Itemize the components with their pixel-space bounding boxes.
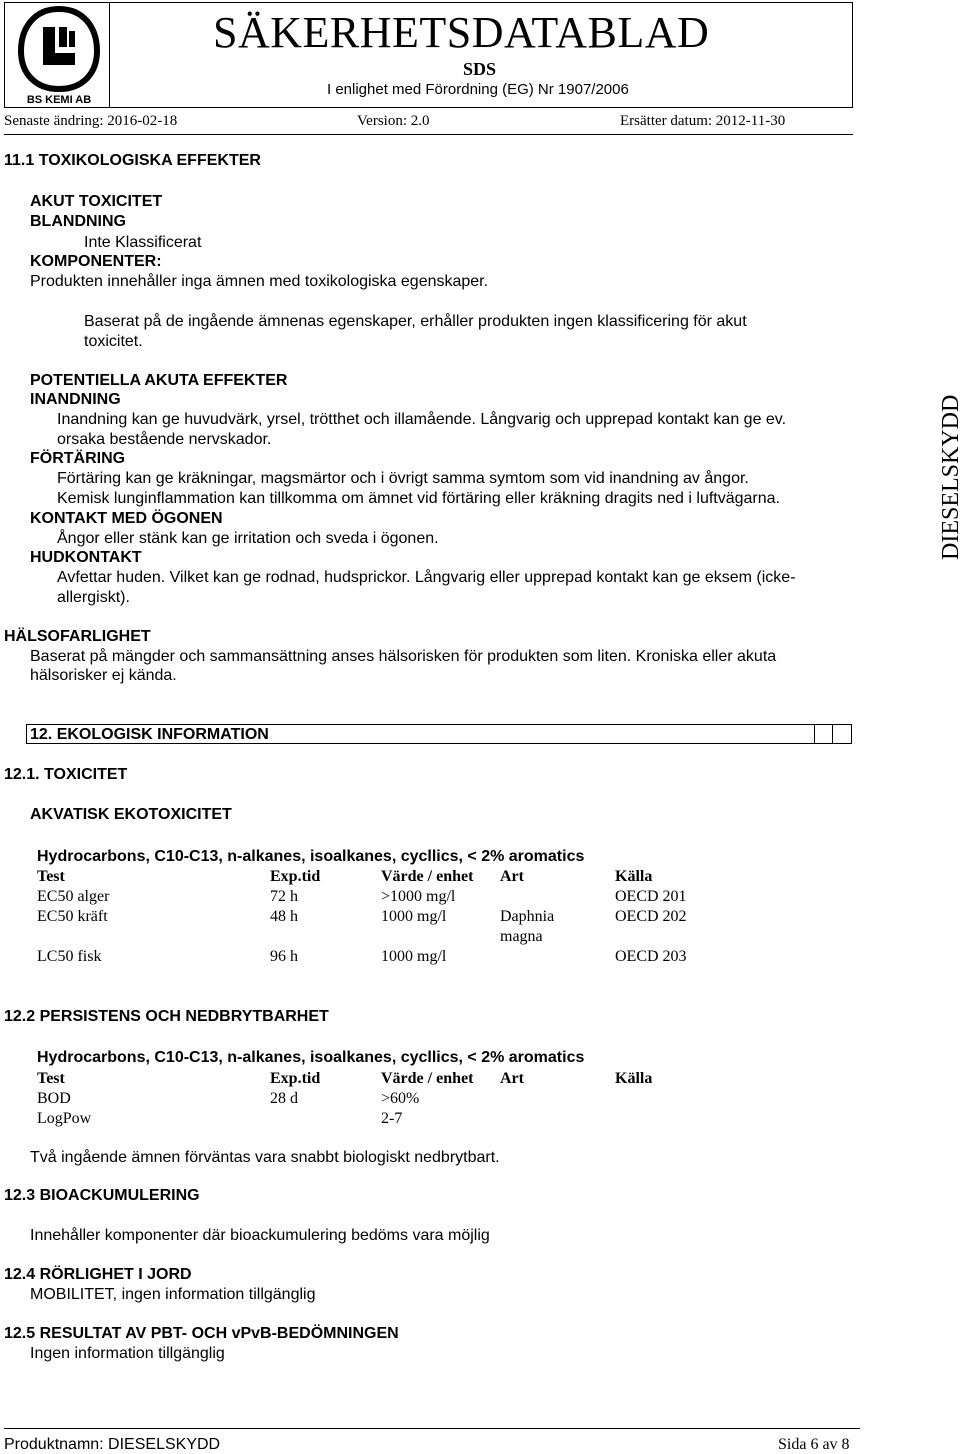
inandning-text-1: Inandning kan ge huvudvärk, yrsel, trötthet och illamående. Långvarig och upprepad kontakt kan ge ev. (57, 411, 787, 428)
fortaring-text-1: Förtäring kan ge kräkningar, magsmärtor och i övrigt samma symtom som vid inandning av ångor. (57, 470, 749, 487)
table-cell: 1000 mg/l (381, 948, 447, 965)
s122-text: Två ingående ämnen förväntas vara snabbt biologiskt nedbrytbart. (30, 1149, 500, 1166)
footer-rule (4, 1428, 860, 1429)
halsofarlighet-text-1: Baserat på mängder och sammansättning anses hälsorisken för produkten som liten. Kroniska eller akuta (30, 648, 777, 665)
table-cell: EC50 kräft (37, 908, 108, 925)
inandning-text-2: orsaka bestående nervskador. (57, 431, 272, 448)
section-12-5-title: 12.5 RESULTAT AV PBT- OCH vPvB-BEDÖMNINGEN (4, 1325, 399, 1342)
section-12-3-title: 12.3 BIOACKUMULERING (4, 1187, 200, 1204)
regulation-text: I enlighet med Förordning (EG) Nr 1907/2006 (327, 81, 629, 98)
komponenter-text: Produkten innehåller inga ämnen med toxikologiska egenskaper. (30, 273, 489, 290)
ogonen-heading: KONTAKT MED ÖGONEN (30, 510, 223, 527)
section-12-4-title: 12.4 RÖRLIGHET I JORD (4, 1266, 192, 1283)
blandning-heading: BLANDNING (30, 213, 126, 230)
table-cell: OECD 203 (615, 948, 687, 965)
logo-text: BS KEMI AB (26, 94, 92, 106)
header-box (4, 2, 853, 108)
table-header-art: Art (500, 1070, 524, 1087)
akut-toxicitet-heading: AKUT TOXICITET (30, 193, 163, 210)
document-title: SÄKERHETSDATABLAD (213, 8, 710, 57)
section-11-title: 11.1 TOXIKOLOGISKA EFFEKTER (4, 152, 261, 169)
table2-substance: Hydrocarbons, C10-C13, n-alkanes, isoalkanes, cycllics, < 2% aromatics (37, 1049, 585, 1066)
last-changed: Senaste ändring: 2016-02-18 (4, 113, 178, 129)
footer-page: Sida 6 av 8 (778, 1436, 850, 1453)
version: Version: 2.0 (357, 113, 430, 129)
hudkontakt-text-1: Avfettar huden. Vilket kan ge rodnad, hudsprickor. Långvarig eller upprepad kontakt kan ge eksem (icke- (57, 569, 796, 586)
table-header-varde: Värde / enhet (381, 1070, 474, 1087)
ogonen-text: Ångor eller stänk kan ge irritation och sveda i ögonen. (57, 530, 439, 547)
table1-substance: Hydrocarbons, C10-C13, n-alkanes, isoalkanes, cycllics, < 2% aromatics (37, 848, 585, 865)
table-header-art: Art (500, 868, 524, 885)
fortaring-heading: FÖRTÄRING (30, 450, 126, 467)
s123-text: Innehåller komponenter där bioackumulering bedöms vara möjlig (30, 1227, 490, 1244)
table-header-exptid: Exp.tid (270, 1070, 321, 1087)
table-cell: LC50 fisk (37, 948, 102, 965)
table-cell: >1000 mg/l (381, 888, 456, 905)
potentiella-heading: POTENTIELLA AKUTA EFFEKTER (30, 372, 288, 389)
table-cell: 28 d (270, 1090, 298, 1107)
komponenter-heading: KOMPONENTER: (30, 253, 162, 270)
header-rule (4, 134, 853, 135)
table-cell: Daphnia (500, 908, 555, 925)
table-header-exptid: Exp.tid (270, 868, 321, 885)
section-12-title: 12. EKOLOGISK INFORMATION (30, 726, 269, 743)
table-cell: LogPow (37, 1110, 92, 1127)
table-cell: 1000 mg/l (381, 908, 447, 925)
inte-klassificerat: Inte Klassificerat (84, 234, 202, 251)
table-cell: EC50 alger (37, 888, 110, 905)
akvatisk-heading: AKVATISK EKOTOXICITET (30, 806, 232, 823)
table-cell: 96 h (270, 948, 298, 965)
table-header-kalla: Källa (615, 1070, 653, 1087)
baserat-text-2: toxicitet. (84, 333, 143, 350)
table-header-test: Test (37, 868, 65, 885)
table-cell: >60% (381, 1090, 420, 1107)
bs-kemi-logo (15, 7, 103, 105)
table-cell: BOD (37, 1090, 71, 1107)
baserat-text-1: Baserat på de ingående ämnenas egenskaper, erhåller produkten ingen klassificering för akut (84, 313, 747, 330)
table-cell: 72 h (270, 888, 298, 905)
table-header-kalla: Källa (615, 868, 653, 885)
inandning-heading: INANDNING (30, 391, 121, 408)
footer-product: Produktnamn: DIESELSKYDD (4, 1436, 221, 1453)
hudkontakt-text-2: allergiskt). (57, 589, 130, 606)
s124-text: MOBILITET, ingen information tillgänglig (30, 1286, 316, 1303)
s125-text: Ingen information tillgänglig (30, 1345, 225, 1362)
table-cell: OECD 202 (615, 908, 687, 925)
table-header-varde: Värde / enhet (381, 868, 474, 885)
table-cell: magna (500, 928, 543, 945)
sds-label: SDS (463, 59, 497, 79)
section-12-1-title: 12.1. TOXICITET (4, 766, 128, 783)
table-header-test: Test (37, 1070, 65, 1087)
replaces-date: Ersätter datum: 2012-11-30 (620, 113, 786, 129)
fortaring-text-2: Kemisk lunginflammation kan tillkomma om ämnet vid förtäring eller kräkning dragits ned i luftvägarna. (57, 490, 780, 507)
table-cell: 2-7 (381, 1110, 403, 1127)
hudkontakt-heading: HUDKONTAKT (30, 549, 142, 566)
halsofarlighet-heading: HÄLSOFARLIGHET (4, 628, 151, 645)
halsofarlighet-text-2: hälsorisker ej kända. (30, 667, 177, 684)
table-cell: 48 h (270, 908, 298, 925)
section-12-2-title: 12.2 PERSISTENS OCH NEDBRYTBARHET (4, 1008, 329, 1025)
header-divider (109, 3, 110, 107)
table-cell: OECD 201 (615, 888, 687, 905)
